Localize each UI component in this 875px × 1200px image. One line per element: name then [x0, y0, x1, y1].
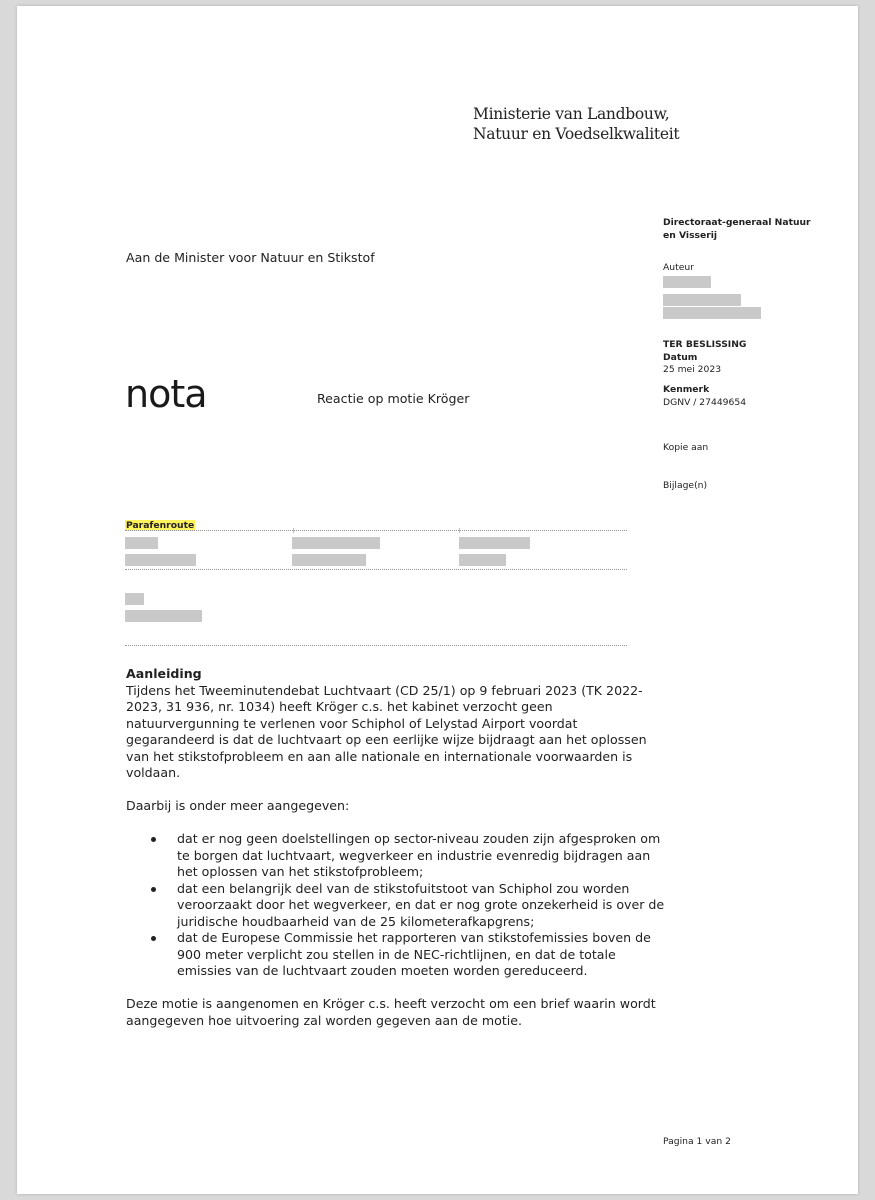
list-item: [126, 881, 666, 931]
redacted-author-contact: [663, 307, 761, 319]
section-heading: Aanleiding: [126, 666, 202, 681]
ministry-name-line1: Ministerie van Landbouw,: [473, 105, 670, 123]
section-aanleiding: [126, 666, 666, 1029]
route-column-tick: [293, 528, 294, 533]
redacted-author-name: [663, 276, 711, 288]
redacted-signer-3-role: [459, 554, 506, 566]
redacted-signer-2-name: [292, 537, 380, 549]
list-item: [126, 930, 666, 980]
reference-label: Kenmerk: [663, 384, 710, 395]
reference-block: [663, 384, 746, 409]
document-subject: Reactie op motie Kröger: [317, 391, 470, 406]
redacted-signer-1-role: [125, 554, 196, 566]
ministry-name-line2: Natuur en Voedselkwaliteit: [473, 125, 680, 143]
bullet-icon: [151, 936, 156, 941]
paragraph-1: Tijdens het Tweeminutendebat Luchtvaart (CD 25/1) op 9 februari 2023 (TK 2022-2023, 31 936, nr. 1034) heeft Kröger c.s. het kabinet verzocht geen natuurvergunning te verlenen voor Schiphol of Lelystad Airport voordat gegarandeerd is dat de luchtvaart op een eerlijke wijze bijdraagt aan het oplossen van het stikstofprobleem en aan alle nationale en internationale voorwaarden is voldaan.: [126, 682, 647, 780]
document-type: nota: [125, 372, 207, 416]
redacted-signer-3-name: [459, 537, 530, 549]
redacted-signer-1-name: [125, 537, 158, 549]
list-item: [126, 831, 666, 881]
directorate-line2: en Visserij: [663, 229, 718, 241]
ministry-logo-text: [473, 104, 679, 144]
redacted-signer-4-role: [125, 610, 202, 622]
paragraph-3: Deze motie is aangenomen en Kröger c.s. heeft verzocht om een brief waarin wordt aangegeven hoe uitvoering zal worden gegeven aan de motie.: [126, 996, 656, 1028]
attachments-label: Bijlage(n): [663, 480, 708, 491]
reference-value: DGNV / 27449654: [663, 396, 747, 408]
page-number: Pagina 1 van 2: [663, 1136, 731, 1147]
route-divider-bottom: [125, 645, 627, 646]
directorate: [663, 217, 811, 242]
paragraph-2: Daarbij is onder meer aangegeven:: [126, 798, 350, 813]
addressee: Aan de Minister voor Natuur en Stikstof: [126, 250, 375, 265]
list-item-text: dat er nog geen doelstellingen op sector-niveau zouden zijn afgesproken om te borgen dat luchtvaart, wegverkeer en industrie evenredig bijdragen aan het oplossen van het stikstofprobleem;: [177, 831, 661, 879]
date-value: 25 mei 2023: [663, 364, 722, 375]
status-label: TER BESLISSING: [663, 339, 747, 350]
list-item-text: dat een belangrijk deel van de stikstofuitstoot van Schiphol zou worden veroorzaakt door het wegverkeer, en dat er nog grote onzekerheid is over de juridische houdbaarheid van de 25 kilometerafkapgrens;: [177, 880, 665, 929]
route-label: Parafenroute: [126, 520, 195, 531]
bullet-list: [126, 831, 666, 980]
route-column-tick: [459, 528, 460, 533]
decision-block: [663, 339, 746, 377]
document-page: [17, 6, 858, 1194]
directorate-line1: Directoraat-generaal Natuur: [663, 217, 811, 228]
redacted-signer-2-role: [292, 554, 366, 566]
list-item-text: dat de Europese Commissie het rapporteren van stikstofemissies boven de 900 meter verplicht zou stellen in de NEC-richtlijnen, en dat de totale emissies van de luchtvaart zouden moeten worden gereduceerd.: [177, 930, 651, 978]
bullet-icon: [151, 837, 156, 842]
redacted-signer-4-name: [125, 593, 144, 605]
date-label: Datum: [663, 351, 698, 363]
route-divider-top: [125, 530, 627, 531]
author-label: Auteur: [663, 262, 694, 273]
copy-label: Kopie aan: [663, 442, 709, 453]
bullet-icon: [151, 887, 156, 892]
route-divider-middle: [125, 569, 627, 570]
redacted-author-detail: [663, 294, 741, 306]
